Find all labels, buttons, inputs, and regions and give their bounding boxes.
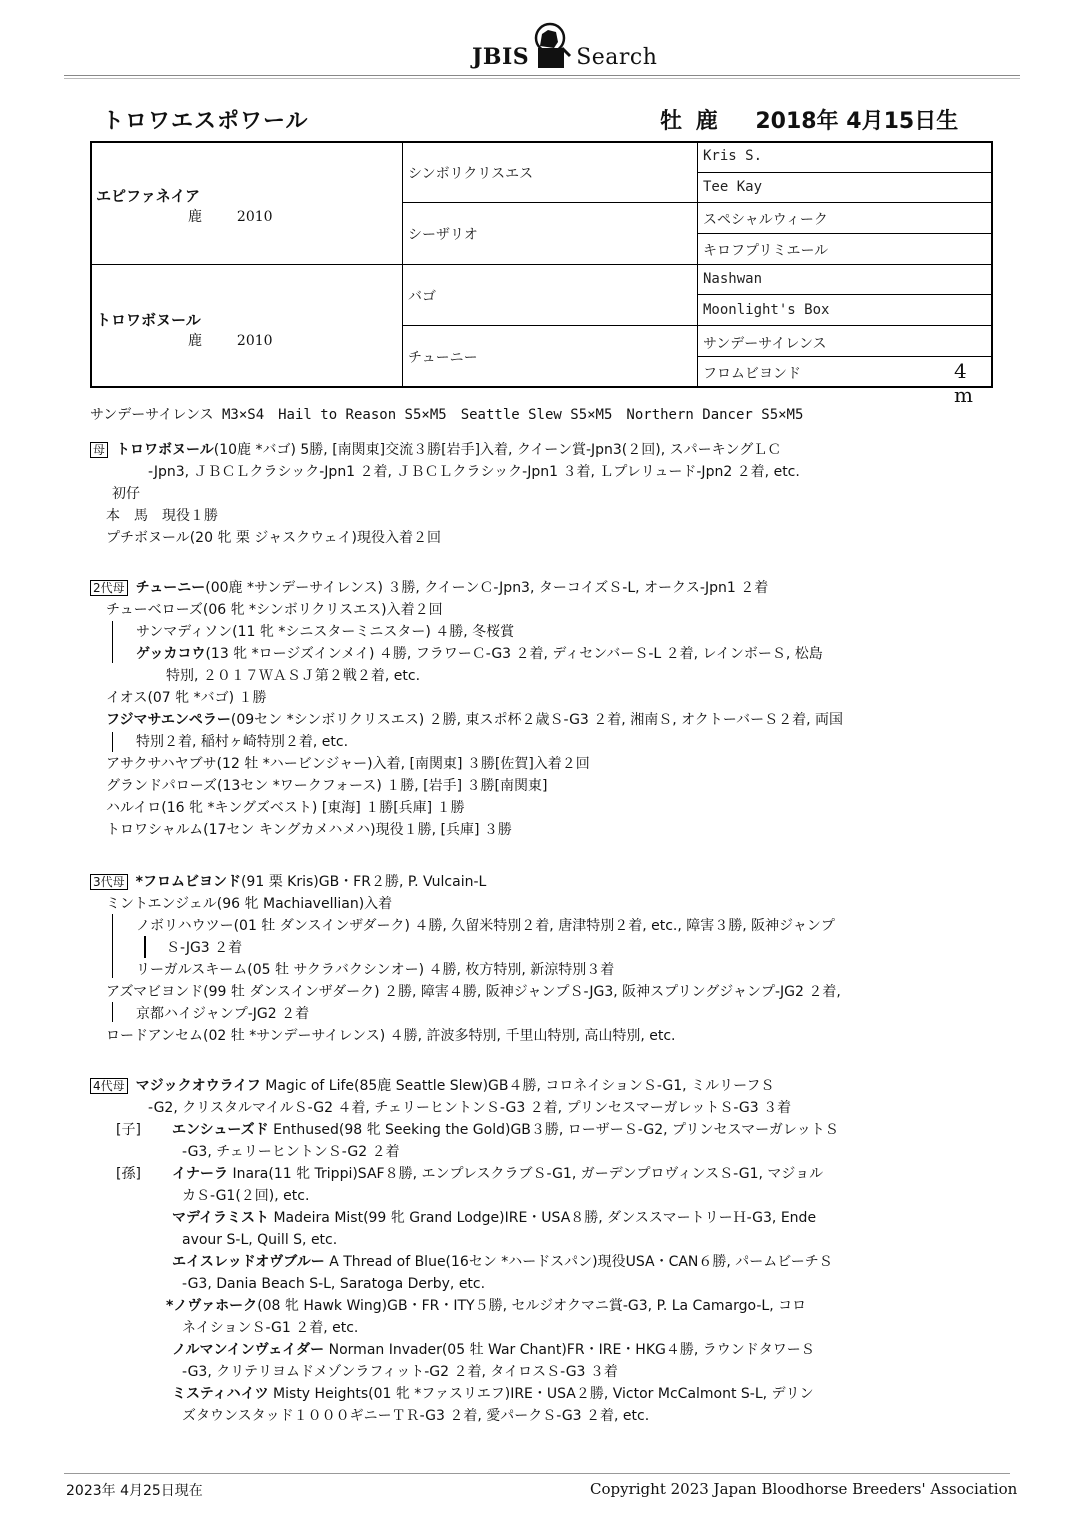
section-tag-g4: 4代母 xyxy=(90,1078,128,1094)
family-line: ロードアンセム(02 牡 *サンデーサイレンス) ４勝, 許波多特別, 千里山特別, 高山特別, etc. xyxy=(106,1028,676,1044)
horse-birth: 2018年 4月15日生 xyxy=(755,109,959,134)
sire-name: エピファネイア xyxy=(96,187,200,205)
family-line xyxy=(106,710,843,730)
section-tag-g2: 2代母 xyxy=(90,580,128,596)
footer-divider xyxy=(64,1473,1010,1474)
g3-ancestor: キロフプリミエール xyxy=(703,243,829,259)
family-name: ミスティハイツ xyxy=(172,1386,269,1402)
family-record: (09セン *シンボリクリスエス) ２勝, 東スポ杯２歳Ｓ-G3 ２着, 湘南Ｓ, オクトーバーＳ２着, 両国 xyxy=(230,712,844,728)
family-line: カＳ-G1(２回), etc. xyxy=(182,1188,310,1204)
family-line xyxy=(172,1384,814,1404)
horse-name: トロワエスポワール xyxy=(102,109,309,134)
g4-dam-record: Magic of Life(85鹿 Seattle Slew)GB４勝, コロネイションＳ-G1, ミルリーフＳ xyxy=(260,1078,775,1094)
family-line xyxy=(136,644,823,664)
family-line: リーガルスキーム(05 牡 サクラバクシンオー) ４勝, 枚方特別, 新涼特別３着 xyxy=(136,962,615,978)
family-line: ミントエンジェル(96 牝 Machiavellian)入着 xyxy=(106,896,393,912)
dam-record-name: トロワボヌール xyxy=(116,442,214,458)
family-record: Misty Heights(01 牝 *ファスリエフ)IRE・USA２勝, Victor McCalmont S-L, デリン xyxy=(268,1386,814,1402)
family-line: グランドパローズ(13セン *ワークフォース) １勝, [岩手] ３勝[南関東] xyxy=(106,778,548,794)
family-record: Inara(11 牝 Trippi)SAF８勝, エンプレスクラブＳ-G1, ガーデンプロヴィンスＳ-G1, マジョル xyxy=(228,1166,824,1182)
relation-tag: [子] xyxy=(116,1122,141,1138)
sire-color: 鹿 xyxy=(188,209,202,225)
dam-record: (10鹿 *バゴ) 5勝, [南関東]交流３勝[岩手]入着, クイーン賞-Jpn3(２回), スパーキングＬＣ xyxy=(213,442,782,458)
horse-meta xyxy=(660,104,964,135)
inbreeding-line: サンデーサイレンス M3×S4 Hail to Reason S5×M5 Seattle Slew S5×M5 Northern Dancer S5×M5 xyxy=(90,407,804,423)
family-line: -G2, クリスタルマイルＳ-G2 ４着, チェリーヒントンＳ-G3 ２着, プリンセスマーガレットＳ-G3 ３着 xyxy=(148,1100,792,1116)
relation-tag: [孫] xyxy=(116,1166,141,1182)
g3-ancestor: Kris S. xyxy=(703,148,763,164)
dam-cell xyxy=(96,309,273,350)
family-line: 京都ハイジャンプ-JG2 ２着 xyxy=(136,1006,310,1022)
family-line: ズタウンスタッド１０００ギニーＴＲ-G3 ２着, 愛パークＳ-G3 ２着, etc. xyxy=(182,1408,650,1424)
dam-offspring: 本 馬 現役１勝 xyxy=(106,508,218,524)
family-record: Norman Invader(05 牡 War Chant)FR・IRE・HKG４勝, ラウンドタワーＳ xyxy=(324,1342,815,1358)
g3-ancestor: Nashwan xyxy=(703,271,763,287)
g3-dam-name: *フロムビヨンド xyxy=(135,874,241,890)
pedigree-table xyxy=(90,141,993,407)
family-line: 特別, ２０１７ＷＡＳＪ第２戦２着, etc. xyxy=(166,668,421,684)
g2-dam-name: チューニー xyxy=(135,580,206,596)
family-name: ゲッカコウ xyxy=(136,646,206,662)
section-tag-dam: 母 xyxy=(90,442,108,458)
family-line xyxy=(166,1296,806,1316)
family-name: フジマサエンペラー xyxy=(106,712,231,728)
g2-dam-dam: チューニー xyxy=(408,350,478,366)
horse-sex: 牡 xyxy=(660,109,683,134)
dam-offspring: プチボヌール(20 牝 栗 ジャスクウェイ)現役入着２回 xyxy=(106,530,441,546)
family-line: -G3, クリテリヨムドメゾンラフィット-G2 ２着, タイロスＳ-G3 ３着 xyxy=(182,1364,618,1380)
family-line: ノボリハウツー(01 牡 ダンスインザダーク) ４勝, 久留米特別２着, 唐津特別２着, etc., 障害３勝, 阪神ジャンプ xyxy=(136,918,835,934)
copyright: Copyright 2023 Japan Bloodhorse Breeders' Association xyxy=(590,1480,1018,1498)
family-line xyxy=(116,1120,839,1140)
family-line: 特別２着, 稲村ヶ崎特別２着, etc. xyxy=(136,734,349,750)
section-tag-g3: 3代母 xyxy=(90,874,128,890)
logo-text-search: Search xyxy=(576,45,658,70)
g3-ancestor: Moonlight's Box xyxy=(703,302,830,318)
g3-dam-record: (91 栗 Kris)GB・FR２勝, P. Vulcain-L xyxy=(240,874,487,890)
g4-dam-line xyxy=(90,1076,774,1096)
family-name: *ノヴァホーク xyxy=(166,1298,258,1314)
dam-name: トロワボヌール xyxy=(96,311,201,329)
g2-sire-dam: シーザリオ xyxy=(408,227,478,243)
family-record: Enthused(98 牝 Seeking the Gold)GB３勝, ローザーＳ-G2, プリンセスマーガレットＳ xyxy=(268,1122,839,1138)
g3-ancestor: サンデーサイレンス xyxy=(703,336,827,352)
family-name: ノルマンインヴェイダー xyxy=(172,1342,325,1358)
report-date: 2023年 4月25日現在 xyxy=(66,1483,203,1499)
family-name: エイスレッドオヴブルー xyxy=(172,1254,325,1270)
family-line: -G3, Dania Beach S-L, Saratoga Derby, etc. xyxy=(182,1276,486,1292)
horse-color: 鹿 xyxy=(695,109,718,134)
g3-ancestor: スペシャルウィーク xyxy=(703,212,828,228)
dam-line xyxy=(90,440,781,460)
g3-ancestor: フロムビヨンド xyxy=(703,366,801,382)
dam-year: 2010 xyxy=(236,333,273,349)
family-line xyxy=(172,1208,816,1228)
header-divider xyxy=(64,75,1020,79)
g3-dam-line xyxy=(90,872,486,892)
family-record: (08 牝 Hawk Wing)GB・FR・ITY５勝, セルジオクマニ賞-G3, P. La Camargo-L, コロ xyxy=(257,1298,807,1314)
family-line: ネイションＳ-G1 ２着, etc. xyxy=(182,1320,359,1336)
jbis-logo xyxy=(470,18,658,72)
family-line: トロワシャルム(17セン キングカメハメハ)現役１勝, [兵庫] ３勝 xyxy=(106,822,512,838)
family-line: チューベローズ(06 牝 *シンボリクリスエス)入着２回 xyxy=(106,602,443,618)
g2-dam-line xyxy=(90,578,768,598)
sire-year: 2010 xyxy=(236,209,273,225)
g3-ancestor: Tee Kay xyxy=(703,179,763,195)
sire-cell xyxy=(96,185,273,226)
family-line xyxy=(172,1340,815,1360)
logo-text xyxy=(472,44,657,70)
family-line: Ｓ-JG3 ２着 xyxy=(166,940,243,956)
logo-text-jbis: JBIS xyxy=(472,44,530,70)
family-line: アズマビヨンド(99 牡 ダンスインザダーク) ２勝, 障害４勝, 阪神ジャンプＳ-JG3, 阪神スプリングジャンプ-JG2 ２着, xyxy=(106,984,841,1000)
family-name: イナーラ xyxy=(172,1166,228,1182)
g2-dam-record: (00鹿 *サンデーサイレンス) ３勝, クイーンＣ-Jpn3, ターコイズＳ-L, オークス-Jpn1 ２着 xyxy=(205,580,769,596)
g2-sire-sire: シンボリクリスエス xyxy=(408,166,534,182)
dam-offspring-note: 初仔 xyxy=(112,486,140,502)
family-record: (13 牝 *ロージズインメイ) ４勝, フラワーＣ-G3 ２着, ディセンバーＳ-L ２着, レインボーＳ, 松島 xyxy=(205,646,823,662)
dam-record-cont: -Jpn3, ＪＢＣＬクラシック-Jpn1 ２着, ＪＢＣＬクラシック-Jpn1 ３着, Ｌプレリュード-Jpn2 ２着, etc. xyxy=(148,464,800,480)
family-line: -G3, チェリーヒントンＳ-G2 ２着 xyxy=(182,1144,400,1160)
family-line xyxy=(116,1164,823,1184)
family-line: イオス(07 牝 *バゴ) １勝 xyxy=(106,690,267,706)
family-record: Madeira Mist(99 牝 Grand Lodge)IRE・USA８勝, ダンススマートリーＨ-G3, Ende xyxy=(269,1210,817,1226)
g2-dam-sire: バゴ xyxy=(408,289,436,305)
family-name: エンシューズド xyxy=(172,1122,269,1138)
family-line: サンマディソン(11 牝 *シニスターミニスター) ４勝, 冬桜賞 xyxy=(136,624,515,640)
family-line xyxy=(172,1252,833,1272)
family-number: 4 m xyxy=(954,359,973,407)
family-line: avour S-L, Quill S, etc. xyxy=(182,1232,338,1248)
family-line: アサクサハヤブサ(12 牡 *ハービンジャー)入着, [南関東] ３勝[佐賀]入着２回 xyxy=(106,756,590,772)
g4-dam-name: マジックオウライフ xyxy=(135,1078,261,1094)
family-line: ハルイロ(16 牝 *キングズベスト) [東海] １勝[兵庫] １勝 xyxy=(106,800,465,816)
family-record: A Thread of Blue(16セン *ハードスパン)現役USA・CAN６勝, パームビーチＳ xyxy=(324,1254,833,1270)
dam-color: 鹿 xyxy=(188,333,202,349)
family-name: マデイラミスト xyxy=(172,1210,270,1226)
